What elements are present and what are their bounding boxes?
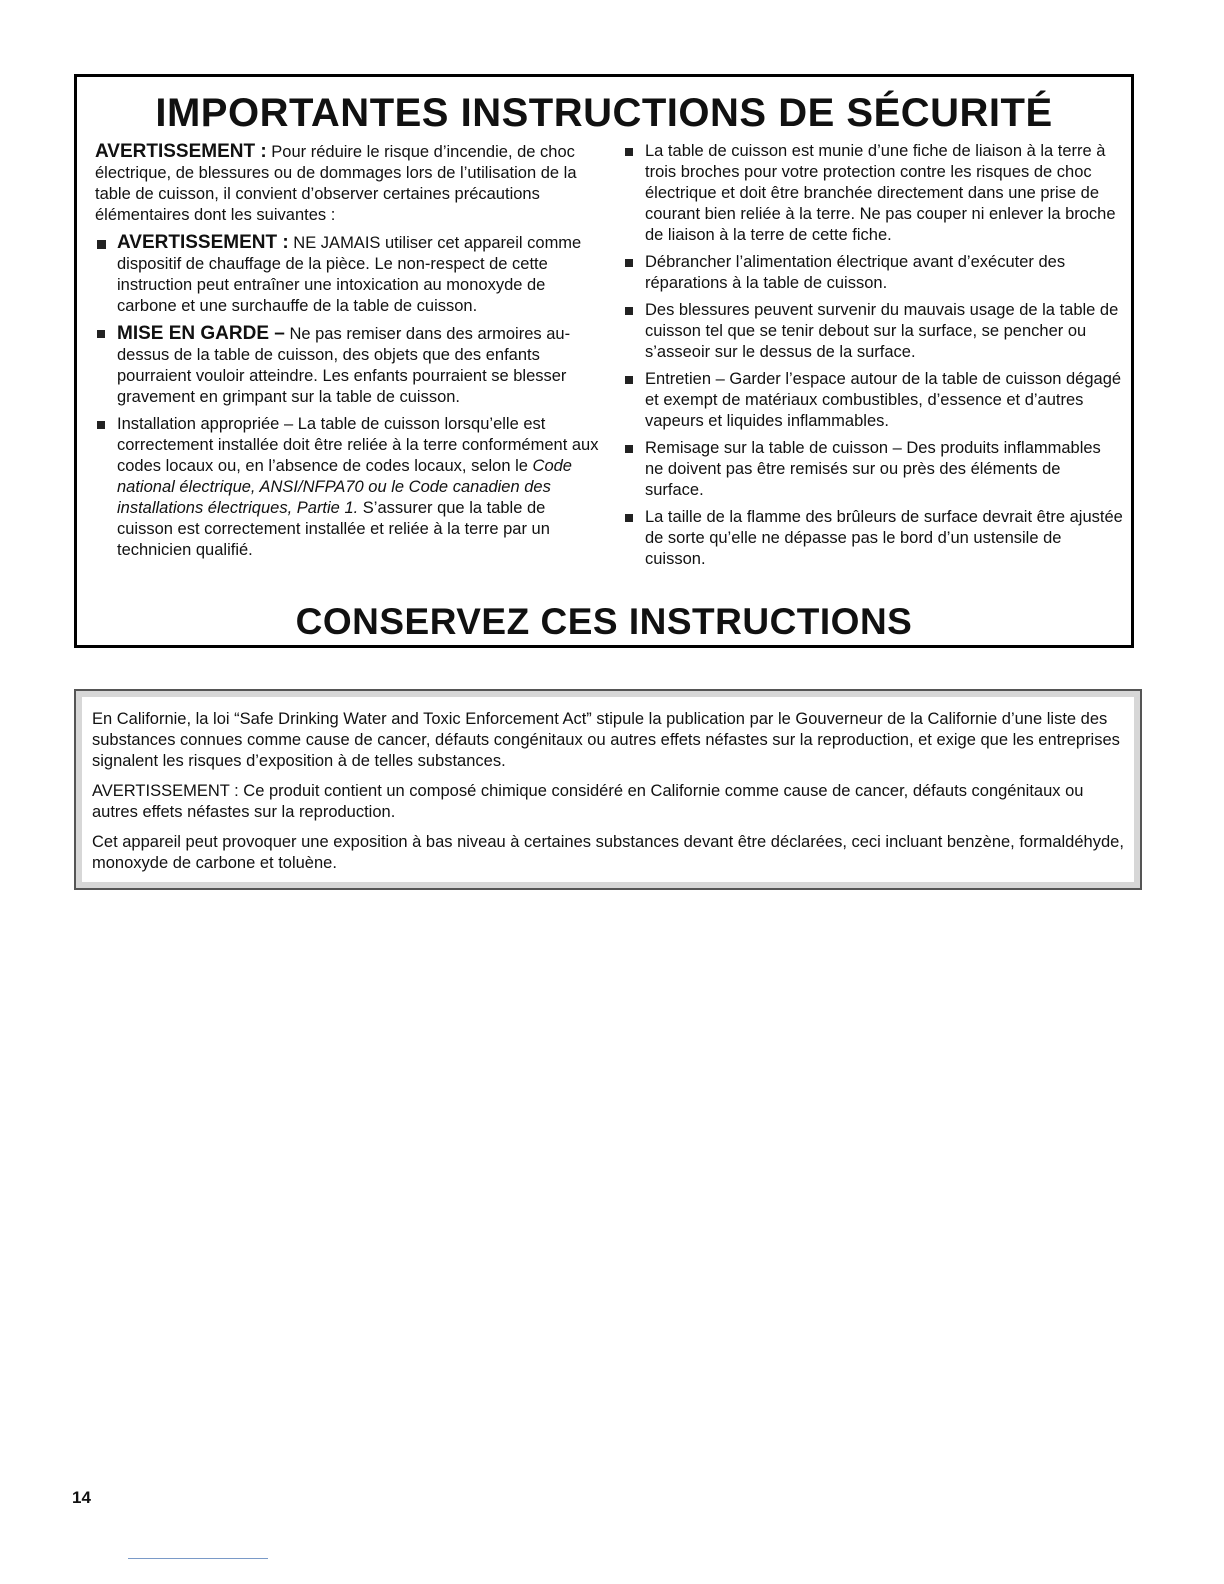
square-bullet-icon: [625, 307, 633, 315]
square-bullet-icon: [97, 240, 106, 249]
item-text: La table de cuisson est munie d’une fiche de liaison à la terre à trois broches pour votre protection contre les risques de choc électrique et doit être branchée directement dans une prise de courant bien reliée à la terre. Ne pas couper ni enlever la broche de liaison à la terre de cette fiche.: [645, 142, 1116, 244]
prop65-content: [82, 697, 1134, 882]
item-text: S’assurer que la table de cuisson est correctement installée et reliée à la terre par un technicien qualifié.: [117, 499, 550, 559]
item-text: Installation appropriée – La table de cuisson lorsqu’elle est correctement installée doit être reliée à la terre conformément aux codes locaux ou, en l’absence de codes locaux, selon le: [117, 415, 599, 475]
list-item: [623, 369, 1123, 432]
list-item: [623, 438, 1123, 501]
list-item: [95, 232, 600, 317]
square-bullet-icon: [625, 376, 633, 384]
safety-title: IMPORTANTES INSTRUCTIONS DE SÉCURITÉ: [155, 91, 1053, 135]
safety-intro: [95, 141, 600, 226]
item-text: Des blessures peuvent survenir du mauvais usage de la table de cuisson tel que se tenir debout sur la surface, se pencher ou s’asseoir sur le dessus de la surface.: [645, 301, 1119, 361]
prop65-paragraph: Cet appareil peut provoquer une exposition à bas niveau à certaines substances devant être déclarées, ceci incluant benzène, formaldéhyde, monoxyde de carbone et toluène.: [92, 833, 1124, 872]
intro-text: Pour réduire le risque d’incendie, de choc électrique, de blessures ou de dommages lors de l’utilisation de la table de cuisson, il convient d’observer certaines précautions élémentaires dont les suivantes :: [95, 143, 577, 224]
list-item: [623, 507, 1123, 570]
list-item: [623, 141, 1123, 246]
list-item: [95, 414, 600, 561]
square-bullet-icon: [625, 514, 633, 522]
item-text: Remisage sur la table de cuisson – Des produits inflammables ne doivent pas être remisés sur ou près des éléments de surface.: [645, 439, 1101, 499]
code-reference: Code national électrique, ANSI/NFPA70 ou le Code canadien des installations électriques, Partie 1.: [117, 457, 572, 517]
item-text: Entretien – Garder l’espace autour de la table de cuisson dégagé et exempt de matériaux combustibles, d’essence et d’autres vapeurs et liquides inflammables.: [645, 370, 1122, 430]
intro-warning-label: AVERTISSEMENT :: [95, 141, 267, 162]
item-text: NE JAMAIS utiliser cet appareil comme dispositif de chauffage de la pièce. Le non-respect de cette instruction peut entraîner une intoxication au monoxyde de carbone et une surchauffe de la table de cuisson.: [117, 234, 582, 315]
item-text: Débrancher l’alimentation électrique avant d’exécuter des réparations à la table de cuisson.: [645, 253, 1066, 292]
square-bullet-icon: [625, 445, 633, 453]
safety-instructions-box: [74, 74, 1134, 648]
square-bullet-icon: [97, 421, 105, 429]
caution-label: MISE EN GARDE –: [117, 323, 285, 344]
square-bullet-icon: [625, 259, 633, 267]
save-instructions-title: CONSERVEZ CES INSTRUCTIONS: [295, 601, 913, 642]
square-bullet-icon: [97, 330, 105, 338]
safety-right-column: [623, 141, 1123, 576]
prop65-paragraph: En Californie, la loi “Safe Drinking Water and Toxic Enforcement Act” stipule la publication par le Gouverneur de la Californie d’une liste des substances connues comme cause de cancer, défauts congénitaux ou autres effets néfastes sur la reproduction, et exige que les entreprises signalent les risques d’exposition à de telles substances.: [92, 710, 1120, 770]
item-text: La taille de la flamme des brûleurs de surface devrait être ajustée de sorte qu’elle ne dépasse pas le bord d’un ustensile de cuisson.: [645, 508, 1123, 568]
prop65-paragraph: AVERTISSEMENT : Ce produit contient un composé chimique considéré en Californie comme cause de cancer, défauts congénitaux ou autres effets néfastes sur la reproduction.: [92, 782, 1084, 821]
list-item: [95, 323, 600, 408]
footer-divider: [128, 1558, 268, 1559]
prop65-warning-box: [74, 689, 1142, 890]
safety-left-column: [95, 141, 600, 567]
item-text: Ne pas remiser dans des armoires au-dessus de la table de cuisson, des objets que des enfants pourraient vouloir atteindre. Les enfants pourraient se blesser gravement en grimpant sur la table de cuisson.: [117, 325, 571, 406]
right-bullet-list: [623, 141, 1123, 570]
page-number: 14: [72, 1488, 91, 1507]
square-bullet-icon: [625, 148, 633, 156]
left-bullet-list: [95, 232, 600, 561]
warning-label: AVERTISSEMENT :: [117, 232, 289, 253]
list-item: [623, 300, 1123, 363]
list-item: [623, 252, 1123, 294]
